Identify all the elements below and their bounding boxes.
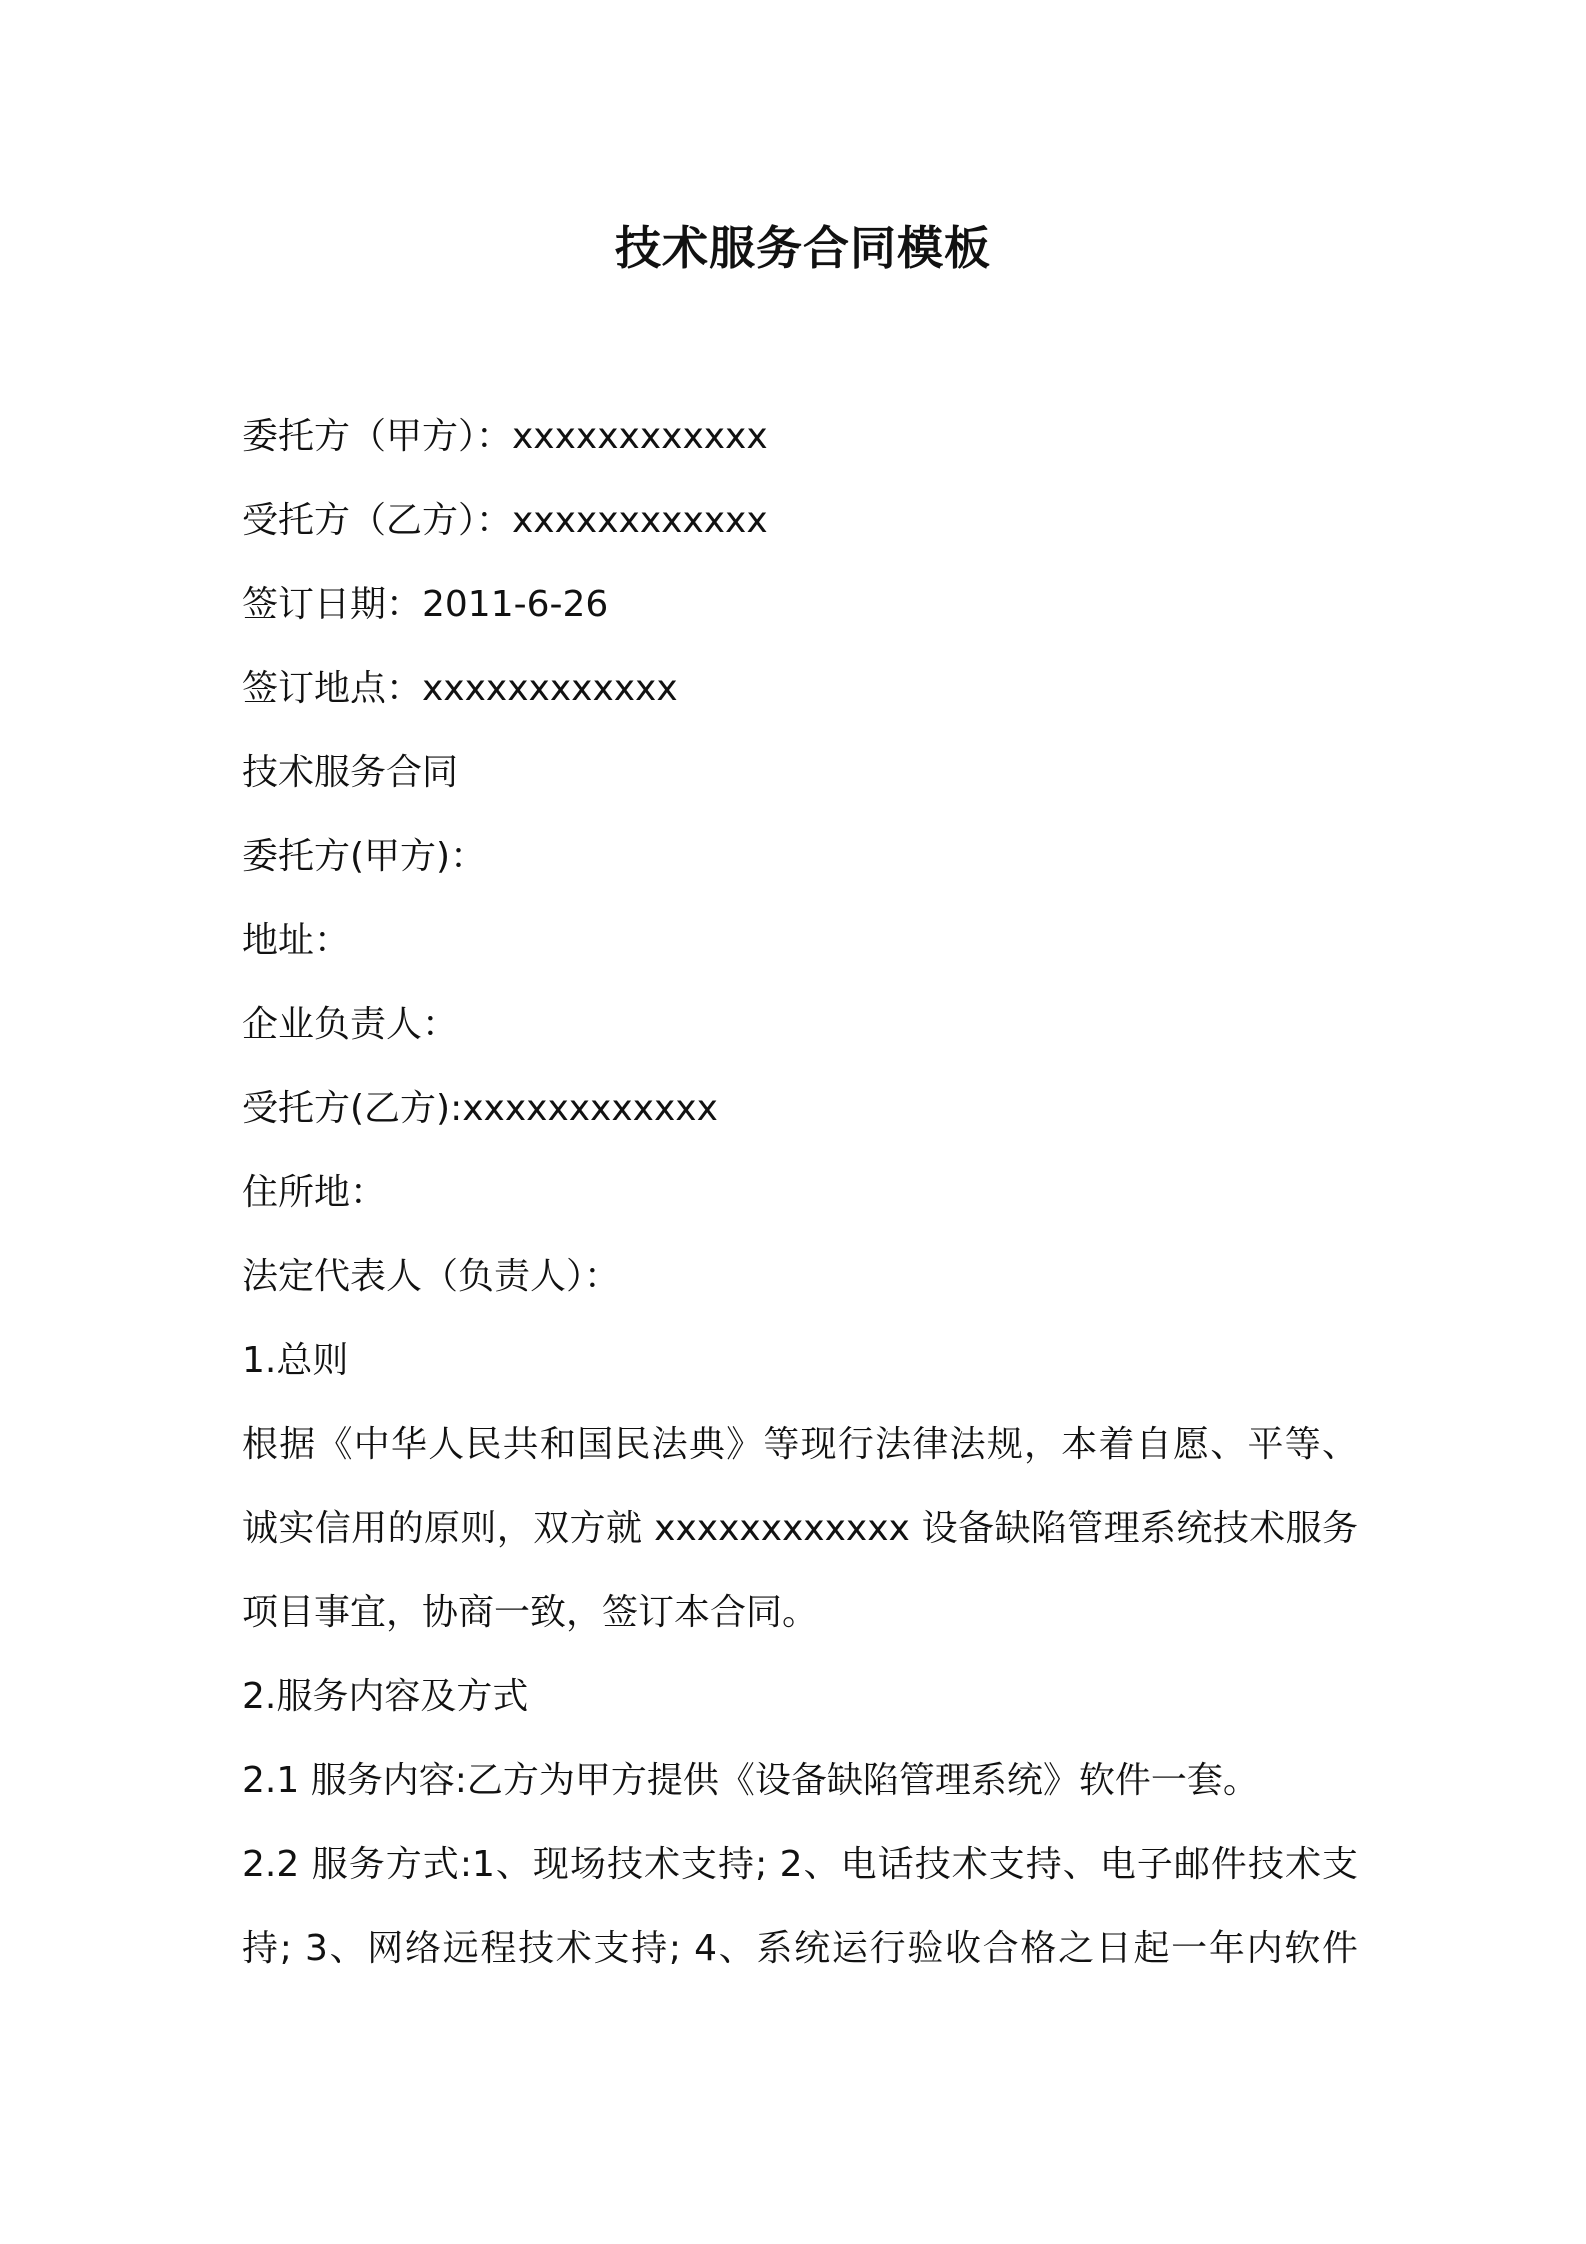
client-party-line: 委托方（甲方）：xxxxxxxxxxxx [242,416,768,457]
legal-representative-label: 法定代表人（负责人）： [242,1256,621,1297]
address-label: 地址： [242,920,351,961]
clause-2-1: 2.1 服务内容:乙方为甲方提供《设备缺陷管理系统》软件一套。 [242,1760,1259,1801]
document-title: 技术服务合同模板 [615,221,991,275]
general-paragraph-line: 诚实信用的原则，双方就 xxxxxxxxxxxx 设备缺陷管理系统技术服务 [242,1508,1358,1549]
contractor-line: 受托方(乙方):xxxxxxxxxxxx [242,1088,718,1129]
enterprise-head-label: 企业负责人： [242,1004,459,1045]
sign-place-line: 签订地点：xxxxxxxxxxxx [242,668,678,709]
residence-label: 住所地： [242,1172,387,1213]
contract-heading: 技术服务合同 [242,752,459,793]
sign-date-line: 签订日期：2011-6-26 [242,584,609,625]
general-paragraph-line: 项目事宜，协商一致，签订本合同。 [242,1592,819,1633]
section-heading-general: 1.总则 [242,1340,349,1381]
document-body [242,395,1358,1991]
section-heading-service: 2.服务内容及方式 [242,1676,529,1717]
general-paragraph-line: 根据《中华人民共和国民法典》等现行法律法规，本着自愿、平等、 [242,1424,1358,1465]
clause-2-2-line: 持; 3、网络远程技术支持; 4、系统运行验收合格之日起一年内软件 [242,1928,1358,1969]
client-label: 委托方(甲方)： [242,836,487,877]
clause-2-2-line: 2.2 服务方式:1、现场技术支持; 2、电话技术支持、电子邮件技术支 [242,1844,1358,1885]
contractor-party-line: 受托方（乙方）：xxxxxxxxxxxx [242,500,768,541]
